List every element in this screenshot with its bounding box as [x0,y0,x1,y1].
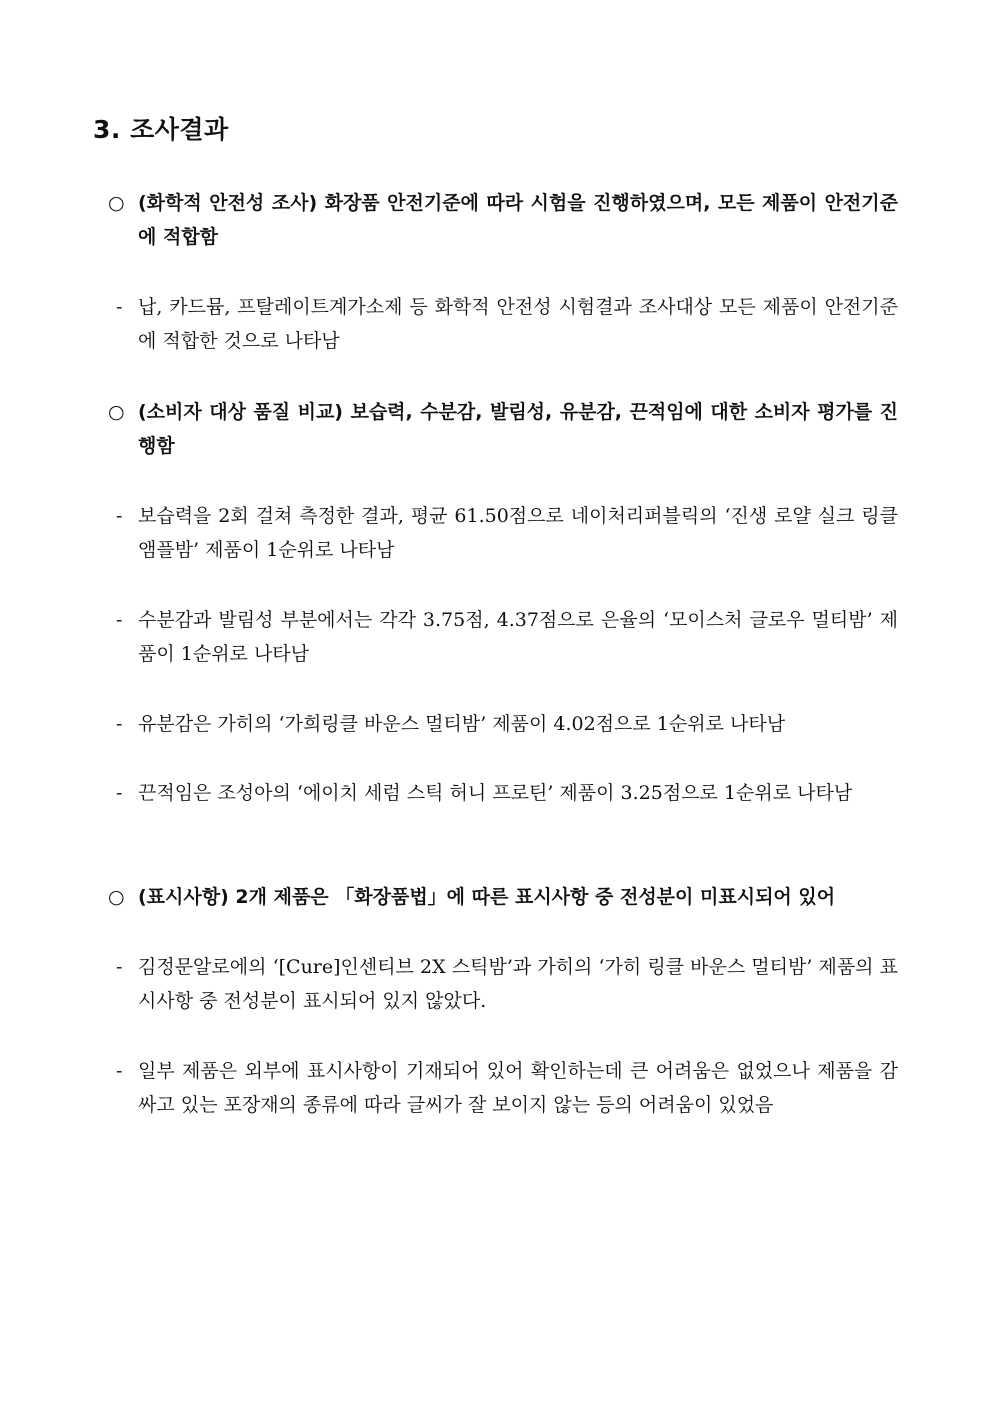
dash-bullet: - [116,713,123,735]
circle-bullet-icon: ○ [108,886,125,908]
finding-detail [108,1054,898,1122]
dash-bullet: - [116,505,123,527]
finding-detail [108,776,898,810]
finding-point-text: (화학적 안전성 조사) 화장품 안전기준에 따라 시험을 진행하였으며, 모든 제품이 안전기준에 적합함 [138,192,898,248]
finding-detail-text: 일부 제품은 외부에 표시사항이 기재되어 있어 확인하는데 큰 어려움은 없었으나 제품을 감싸고 있는 포장재의 종류에 따라 글씨가 잘 보이지 않는 등의 어려움이 있었음 [138,1060,898,1116]
dash-bullet: - [116,296,123,318]
finding-detail-text: 납, 카드뮴, 프탈레이트계가소제 등 화학적 안전성 시험결과 조사대상 모든 제품이 안전기준에 적합한 것으로 나타남 [138,296,898,352]
finding-point-text: (표시사항) 2개 제품은 「화장품법」에 따른 표시사항 중 전성분이 미표시되어 있어 [138,886,836,908]
dash-bullet: - [116,782,123,804]
finding-detail-text: 유분감은 가히의 ‘가희링클 바운스 멀티밤’ 제품이 4.02점으로 1순위로 나타남 [138,713,786,735]
finding-detail [108,499,898,567]
finding-point [108,880,898,914]
dash-bullet: - [116,609,123,631]
finding-point [108,395,898,463]
finding-detail-text: 보습력을 2회 걸쳐 측정한 결과, 평균 61.50점으로 네이처리퍼블릭의 ‘진생 로얄 실크 링클 앰플밤’ 제품이 1순위로 나타남 [138,505,898,561]
dash-bullet: - [116,1060,123,1082]
finding-detail [108,950,898,1018]
finding-detail-text: 김정문알로에의 ‘[Cure]인센티브 2X 스틱밤’과 가히의 ‘가히 링클 바운스 멀티밤’ 제품의 표시사항 중 전성분이 표시되어 있지 않았다. [138,956,898,1012]
finding-point [108,186,898,254]
finding-detail-text: 수분감과 발림성 부분에서는 각각 3.75점, 4.37점으로 은율의 ‘모이스처 글로우 멀티밤’ 제품이 1순위로 나타남 [138,609,898,665]
finding-point-text: (소비자 대상 품질 비교) 보습력, 수분감, 발림성, 유분감, 끈적임에 대한 소비자 평가를 진행함 [138,401,898,457]
finding-detail-text: 끈적임은 조성아의 ‘에이치 세럼 스틱 허니 프로틴’ 제품이 3.25점으로 1순위로 나타남 [138,782,853,804]
section-title: 3. 조사결과 [93,115,229,144]
finding-detail [108,707,898,741]
dash-bullet: - [116,956,123,978]
circle-bullet-icon: ○ [108,401,125,423]
finding-detail [108,603,898,671]
circle-bullet-icon: ○ [108,192,125,214]
finding-detail [108,290,898,358]
